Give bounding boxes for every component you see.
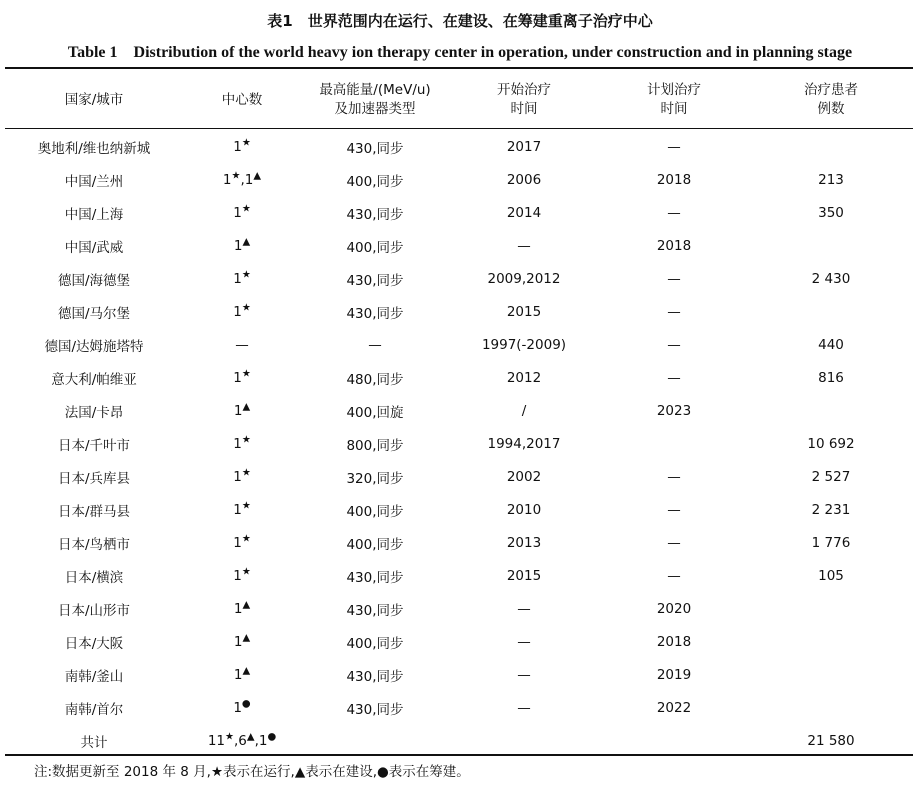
header-row bbox=[5, 70, 913, 130]
center-count-value: 1 bbox=[222, 171, 232, 188]
cell-city: 法国/卡昂 bbox=[64, 404, 124, 421]
cell-start-time: 2013 bbox=[506, 534, 542, 551]
cell-plan-time: — bbox=[667, 138, 681, 155]
cell-start-time: 1997(-2009) bbox=[481, 336, 567, 353]
header-line: 最高能量/(MeV/u) bbox=[319, 82, 431, 98]
total-count-planning: ,1 bbox=[254, 732, 268, 749]
table-row bbox=[5, 658, 913, 691]
table-row bbox=[5, 559, 913, 592]
cell-energy: 480,同步 bbox=[346, 371, 404, 388]
table-row bbox=[5, 526, 913, 559]
cell-center-count bbox=[183, 394, 301, 427]
cell-plan-time: — bbox=[667, 534, 681, 551]
cell-city: 日本/群马县 bbox=[57, 503, 131, 520]
table-row bbox=[5, 427, 913, 460]
cell-plan-time bbox=[599, 427, 749, 460]
cell-city: 奥地利/维也纳新城 bbox=[37, 140, 151, 157]
table-row bbox=[5, 163, 913, 196]
star-icon: ★ bbox=[241, 269, 251, 280]
cell-start-time: / bbox=[521, 402, 527, 419]
cell-start-time: — bbox=[517, 666, 531, 683]
cell-patients: 10 692 bbox=[807, 435, 855, 452]
cell-city: 南韩/首尔 bbox=[64, 701, 124, 718]
cell-patients bbox=[749, 592, 913, 625]
header-line: 开始治疗 bbox=[497, 82, 551, 98]
triangle-icon: ▲ bbox=[242, 632, 251, 643]
cell-city: 日本/横滨 bbox=[64, 569, 124, 586]
star-icon: ★ bbox=[241, 368, 251, 379]
total-count-operating: 11 bbox=[207, 732, 225, 749]
table-row bbox=[5, 262, 913, 295]
cell-city: 日本/千叶市 bbox=[57, 437, 131, 454]
top-rule bbox=[5, 67, 913, 69]
total-plan bbox=[599, 724, 749, 757]
cell-city: 日本/鸟栖市 bbox=[57, 536, 131, 553]
cell-center-count bbox=[183, 691, 301, 724]
cell-patients: 350 bbox=[818, 204, 844, 221]
header-line: 计划治疗 bbox=[647, 82, 701, 98]
header-energy-accelerator bbox=[301, 70, 449, 130]
total-start bbox=[449, 724, 599, 757]
cell-center-count bbox=[183, 526, 301, 559]
cell-center-count bbox=[183, 625, 301, 658]
star-icon: ★ bbox=[241, 566, 251, 577]
cell-plan-time: 2019 bbox=[656, 666, 692, 683]
cell-plan-time: 2018 bbox=[656, 237, 692, 254]
cell-plan-time: — bbox=[667, 204, 681, 221]
star-icon: ★ bbox=[231, 170, 241, 181]
cell-start-time: — bbox=[517, 600, 531, 617]
center-count-value: 1 bbox=[233, 204, 242, 221]
table-row bbox=[5, 196, 913, 229]
cell-city: 日本/兵库县 bbox=[57, 470, 131, 487]
cell-city: 中国/上海 bbox=[64, 206, 124, 223]
center-count-value: 1 bbox=[233, 567, 242, 584]
table-footnote: 注:数据更新至 2018 年 8 月,★表示在运行,▲表示在建设,●表示在筹建。 bbox=[34, 764, 470, 780]
center-count-value: 1 bbox=[233, 501, 242, 518]
cell-center-count bbox=[183, 493, 301, 526]
center-count-value: — bbox=[235, 336, 249, 353]
cell-center-count bbox=[183, 262, 301, 295]
cell-energy: 320,同步 bbox=[346, 470, 404, 487]
table-row bbox=[5, 394, 913, 427]
cell-energy: 430,同步 bbox=[346, 701, 404, 718]
cell-plan-time: — bbox=[667, 567, 681, 584]
cell-plan-time: 2018 bbox=[656, 171, 692, 188]
total-patients: 21 580 bbox=[807, 732, 855, 749]
cell-start-time: — bbox=[517, 699, 531, 716]
cell-patients: 1 776 bbox=[811, 534, 851, 551]
cell-city: 日本/山形市 bbox=[57, 602, 131, 619]
center-count-value: 1 bbox=[233, 237, 243, 254]
cell-city: 德国/马尔堡 bbox=[57, 305, 131, 322]
cell-energy: — bbox=[368, 336, 382, 353]
cell-energy: 430,同步 bbox=[346, 305, 404, 322]
cell-energy: 430,同步 bbox=[346, 569, 404, 586]
cell-plan-time: — bbox=[667, 270, 681, 287]
cell-energy: 400,同步 bbox=[346, 536, 404, 553]
heavy-ion-center-table bbox=[5, 70, 913, 757]
table-row bbox=[5, 361, 913, 394]
header-line: 治疗患者 bbox=[804, 82, 858, 98]
center-count-value: 1 bbox=[233, 534, 242, 551]
cell-center-count bbox=[183, 229, 301, 262]
center-count-value: 1 bbox=[233, 435, 242, 452]
cell-start-time: 1994,2017 bbox=[487, 435, 561, 452]
header-line: 及加速器类型 bbox=[334, 101, 416, 117]
circle-icon: ● bbox=[241, 698, 251, 709]
star-icon: ★ bbox=[241, 137, 251, 148]
cell-center-count bbox=[183, 196, 301, 229]
total-count-construction: ,6 bbox=[233, 732, 247, 749]
star-icon: ★ bbox=[241, 467, 251, 478]
total-label: 共计 bbox=[80, 734, 108, 751]
star-icon: ★ bbox=[241, 302, 251, 313]
center-count-value: 1 bbox=[233, 138, 242, 155]
header-line: 中心数 bbox=[221, 91, 263, 108]
cell-plan-time: — bbox=[667, 468, 681, 485]
cell-center-count bbox=[183, 592, 301, 625]
center-count-value: 1 bbox=[233, 468, 242, 485]
cell-start-time: 2015 bbox=[506, 567, 542, 584]
star-icon: ★ bbox=[225, 731, 234, 742]
cell-energy: 400,同步 bbox=[346, 239, 404, 256]
table-row bbox=[5, 625, 913, 658]
cell-city: 德国/达姆施塔特 bbox=[44, 338, 144, 355]
cell-energy: 430,同步 bbox=[346, 140, 404, 157]
cell-energy: 430,同步 bbox=[346, 668, 404, 685]
cell-start-time: 2017 bbox=[506, 138, 542, 155]
header-line: 时间 bbox=[660, 101, 688, 117]
center-count-value: 1 bbox=[233, 699, 242, 716]
header-center-count bbox=[183, 70, 301, 130]
cell-center-count bbox=[183, 361, 301, 394]
table-row bbox=[5, 460, 913, 493]
header-start-time bbox=[449, 70, 599, 130]
cell-plan-time: — bbox=[667, 336, 681, 353]
cell-patients: 2 231 bbox=[811, 501, 851, 518]
cell-city: 中国/武威 bbox=[64, 239, 124, 256]
cell-energy: 400,同步 bbox=[346, 503, 404, 520]
cell-center-count bbox=[183, 295, 301, 328]
header-line: 时间 bbox=[510, 101, 538, 117]
center-count-value: 1 bbox=[233, 303, 242, 320]
cell-start-time: — bbox=[517, 237, 531, 254]
cell-start-time: 2002 bbox=[506, 468, 542, 485]
cell-energy: 430,同步 bbox=[346, 272, 404, 289]
cell-patients bbox=[749, 394, 913, 427]
cell-patients bbox=[749, 130, 913, 163]
table-row bbox=[5, 229, 913, 262]
cell-center-count bbox=[183, 658, 301, 691]
cell-patients bbox=[749, 295, 913, 328]
cell-city: 意大利/帕维亚 bbox=[51, 371, 137, 388]
cell-plan-time: 2022 bbox=[656, 699, 692, 716]
cell-plan-time: 2020 bbox=[656, 600, 692, 617]
cell-center-count bbox=[183, 130, 301, 163]
triangle-icon: ▲ bbox=[242, 236, 251, 247]
star-icon: ★ bbox=[241, 533, 251, 544]
star-icon: ★ bbox=[241, 203, 251, 214]
cell-start-time: 2012 bbox=[506, 369, 542, 386]
cell-energy: 430,同步 bbox=[346, 602, 404, 619]
cell-center-count bbox=[183, 427, 301, 460]
center-count-value: 1 bbox=[233, 402, 243, 419]
cell-start-time: 2015 bbox=[506, 303, 542, 320]
cell-patients: 2 430 bbox=[811, 270, 851, 287]
header-patient-count bbox=[749, 70, 913, 130]
cell-plan-time: 2023 bbox=[656, 402, 692, 419]
cell-patients bbox=[749, 625, 913, 658]
header-line: 国家/城市 bbox=[64, 91, 124, 108]
cell-energy: 400,回旋 bbox=[346, 404, 404, 421]
cell-patients bbox=[749, 658, 913, 691]
cell-center-count bbox=[183, 559, 301, 592]
triangle-icon: ▲ bbox=[242, 401, 251, 412]
star-icon: ★ bbox=[241, 500, 251, 511]
table-title-chinese: 表1 世界范围内在运行、在建设、在筹建重离子治疗中心 bbox=[267, 12, 653, 30]
cell-start-time: 2009,2012 bbox=[487, 270, 561, 287]
center-count-value: 1 bbox=[233, 633, 243, 650]
center-count-value: 1 bbox=[233, 270, 242, 287]
center-count-value: 1 bbox=[233, 369, 242, 386]
cell-patients: 2 527 bbox=[811, 468, 851, 485]
triangle-icon: ▲ bbox=[242, 599, 251, 610]
cell-start-time: 2006 bbox=[506, 171, 542, 188]
table-row bbox=[5, 592, 913, 625]
header-country-city bbox=[5, 70, 183, 130]
cell-center-count bbox=[183, 460, 301, 493]
cell-start-time: 2014 bbox=[506, 204, 542, 221]
cell-city: 中国/兰州 bbox=[64, 173, 124, 190]
cell-start-time: 2010 bbox=[506, 501, 542, 518]
cell-patients: 816 bbox=[818, 369, 844, 386]
table-body bbox=[5, 130, 913, 724]
cell-center-count bbox=[183, 328, 301, 361]
cell-plan-time: — bbox=[667, 501, 681, 518]
header-plan-time bbox=[599, 70, 749, 130]
cell-patients: 440 bbox=[818, 336, 844, 353]
total-center-count bbox=[183, 724, 301, 757]
star-icon: ★ bbox=[241, 434, 251, 445]
center-count-value: ,1 bbox=[240, 171, 254, 188]
cell-patients: 213 bbox=[818, 171, 844, 188]
cell-start-time: — bbox=[517, 633, 531, 650]
cell-plan-time: — bbox=[667, 303, 681, 320]
cell-energy: 400,同步 bbox=[346, 635, 404, 652]
center-count-value: 1 bbox=[233, 666, 243, 683]
cell-center-count bbox=[183, 163, 301, 196]
header-line: 例数 bbox=[817, 101, 845, 117]
cell-energy: 430,同步 bbox=[346, 206, 404, 223]
cell-city: 德国/海德堡 bbox=[57, 272, 131, 289]
total-energy bbox=[301, 724, 449, 757]
cell-city: 南韩/釜山 bbox=[64, 668, 124, 685]
triangle-icon: ▲ bbox=[253, 170, 262, 181]
cell-patients: 105 bbox=[818, 567, 844, 584]
center-count-value: 1 bbox=[233, 600, 243, 617]
triangle-icon: ▲ bbox=[246, 731, 255, 742]
circle-icon: ● bbox=[267, 731, 277, 742]
table-row bbox=[5, 691, 913, 724]
cell-plan-time: 2018 bbox=[656, 633, 692, 650]
cell-plan-time: — bbox=[667, 369, 681, 386]
cell-energy: 400,同步 bbox=[346, 173, 404, 190]
cell-patients bbox=[749, 229, 913, 262]
table-row bbox=[5, 493, 913, 526]
table-row bbox=[5, 328, 913, 361]
triangle-icon: ▲ bbox=[242, 665, 251, 676]
table-row bbox=[5, 130, 913, 163]
cell-energy: 800,同步 bbox=[346, 437, 404, 454]
total-row bbox=[5, 724, 913, 757]
cell-city: 日本/大阪 bbox=[64, 635, 124, 652]
table-title-english: Table 1 Distribution of the world heavy ion therapy center in operation, under construction and in planning stage bbox=[67, 44, 853, 61]
table-row bbox=[5, 295, 913, 328]
cell-patients bbox=[749, 691, 913, 724]
